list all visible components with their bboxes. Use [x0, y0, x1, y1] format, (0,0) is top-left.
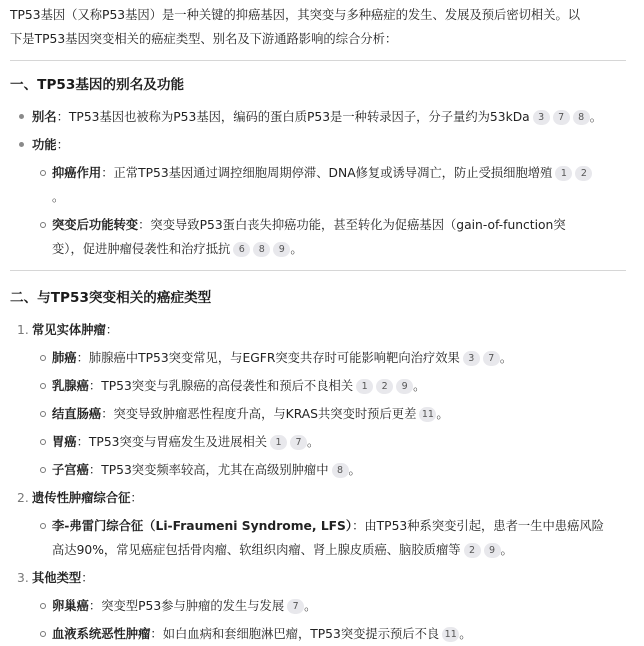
item-text: ：TP53突变与胃癌发生及进展相关	[76, 435, 268, 449]
item-tail: 。	[348, 463, 361, 477]
citation-badge[interactable]: 2	[464, 543, 481, 558]
section2-list	[10, 318, 626, 646]
item-key: 突变后功能转变	[52, 218, 139, 232]
list-item-breast-cancer	[10, 374, 626, 398]
item-text: ：突变导致P53蛋白丧失抑癌功能，甚至转化为促癌基因（gain-of-function突	[138, 218, 566, 232]
list-item-uterine-cancer	[10, 458, 626, 482]
item-key: 胃癌	[52, 435, 77, 449]
item-colon: ：	[105, 323, 119, 337]
citation-badge[interactable]: 9	[484, 543, 501, 558]
item-text: ：正常TP53基因通过调控细胞周期停滞、DNA修复或诱导凋亡，防止受损细胞增殖	[101, 166, 553, 180]
item-text: ：TP53基因也被称为P53基因，编码的蛋白质P53是一种转录因子，分子量约为53kDa	[56, 110, 530, 124]
item-tail: 。	[307, 435, 320, 449]
citation-badge[interactable]: 11	[442, 627, 459, 642]
citation-badge[interactable]: 9	[273, 242, 290, 257]
citation-badge[interactable]: 9	[396, 379, 413, 394]
item-key: 子宫癌	[52, 463, 89, 477]
citation-badge[interactable]: 3	[463, 351, 480, 366]
item-key: 肺癌	[52, 351, 77, 365]
intro-line-1: TP53基因（又称P53基因）是一种关键的抑癌基因，其突变与多种癌症的发生、发展及预后密切相关。以	[10, 8, 581, 22]
citation-badge[interactable]: 6	[233, 242, 250, 257]
item-tail: 。	[413, 379, 426, 393]
item-tail: 。	[436, 407, 449, 421]
item-number: 1.	[17, 323, 29, 337]
list-item-colorectal-cancer	[10, 402, 626, 426]
numbered-item-solid-tumors	[10, 318, 626, 342]
item-key: 功能	[32, 138, 57, 152]
item-text: ：TP53突变频率较高，尤其在高级别肿瘤中	[88, 463, 329, 477]
item-tail: 。	[304, 599, 317, 613]
item-key: 结直肠癌	[52, 407, 102, 421]
item-tail: 。	[459, 627, 472, 641]
item-text: ：由TP53种系突变引起，患者一生中患癌风险	[352, 519, 604, 533]
divider	[10, 270, 626, 271]
citation-badge[interactable]: 3	[533, 110, 550, 125]
citation-badge[interactable]: 8	[573, 110, 590, 125]
citation-badge[interactable]: 7	[290, 435, 307, 450]
item-key: 抑癌作用	[52, 166, 102, 180]
intro-line-2: 下是TP53基因突变相关的癌症类型、别名及下游通路影响的综合分析：	[10, 32, 398, 46]
item-text: ：突变导致肿瘤恶性程度升高，与KRAS共突变时预后更差	[101, 407, 417, 421]
numbered-item-hereditary	[10, 486, 626, 510]
item-text-cont: 变），促进肿瘤侵袭性和治疗抵抗	[52, 242, 231, 256]
item-number: 2.	[17, 491, 29, 505]
list-item-li-fraumeni	[10, 514, 626, 562]
section1-list	[10, 105, 626, 261]
citation-badge[interactable]: 2	[376, 379, 393, 394]
citation-badge[interactable]: 2	[575, 166, 592, 181]
citation-badge[interactable]: 8	[253, 242, 270, 257]
item-tail: 。	[500, 543, 513, 557]
item-colon: ：	[81, 571, 94, 585]
item-tail: 。	[499, 351, 513, 365]
item-text-cont: 高达90%，常见癌症包括骨肉瘤、软组织肉瘤、肾上腺皮质癌、脑胶质瘤等	[52, 543, 461, 557]
list-item-ovarian-cancer	[10, 594, 626, 618]
list-item-alias: 别名：TP53基因也被称为P53基因，编码的蛋白质P53是一种转录因子，分子量约为53kDa 3 7 8 。	[10, 105, 626, 129]
citation-badge[interactable]: 1	[555, 166, 572, 181]
citation-badge[interactable]: 1	[356, 379, 373, 394]
item-key: 遗传性肿瘤综合征	[32, 491, 131, 505]
citation-badge[interactable]: 8	[332, 463, 349, 478]
item-text: ：肺腺癌中TP53突变常见，与EGFR突变共存时可能影响靶向治疗效果	[76, 351, 460, 365]
item-text: ：突变型P53参与肿瘤的发生与发展	[88, 599, 285, 613]
item-key: 李-弗雷门综合征（Li-Fraumeni Syndrome, LFS）	[52, 519, 353, 533]
citation-badge[interactable]: 1	[270, 435, 287, 450]
item-key: 血液系统恶性肿瘤	[52, 627, 151, 641]
item-text: ：如白血病和套细胞淋巴瘤，TP53突变提示预后不良	[150, 627, 440, 641]
list-item-gain-of-function	[10, 213, 626, 261]
item-number: 3.	[17, 571, 29, 585]
section-heading: 一、TP53基因的别名及功能	[10, 77, 185, 93]
citation-badge[interactable]: 7	[287, 599, 304, 614]
list-item-gastric-cancer	[10, 430, 626, 454]
citation-badge[interactable]: 7	[553, 110, 570, 125]
item-key: 别名	[32, 110, 57, 124]
list-item-function	[10, 133, 626, 157]
item-key: 卵巢癌	[52, 599, 89, 613]
item-key: 乳腺癌	[52, 379, 89, 393]
list-item-tumor-suppression	[10, 161, 626, 209]
citation-badge[interactable]: 7	[483, 351, 500, 366]
item-text: ：	[56, 138, 69, 152]
item-key: 常见实体肿瘤	[32, 323, 106, 337]
item-tail: 。	[52, 190, 65, 204]
list-item-hematologic-malignancies	[10, 622, 626, 646]
numbered-item-other-types	[10, 566, 626, 590]
section-heading: 二、与TP53突变相关的癌症类型	[10, 290, 212, 306]
citation-badge[interactable]: 11	[419, 407, 436, 422]
item-key: 其他类型	[32, 571, 82, 585]
item-colon: ：	[130, 491, 143, 505]
item-text: ：TP53突变与乳腺癌的高侵袭性和预后不良相关	[88, 379, 354, 393]
list-item-lung-cancer	[10, 346, 626, 370]
divider	[10, 60, 626, 61]
item-tail: 。	[290, 242, 303, 256]
intro-paragraph	[10, 0, 626, 51]
